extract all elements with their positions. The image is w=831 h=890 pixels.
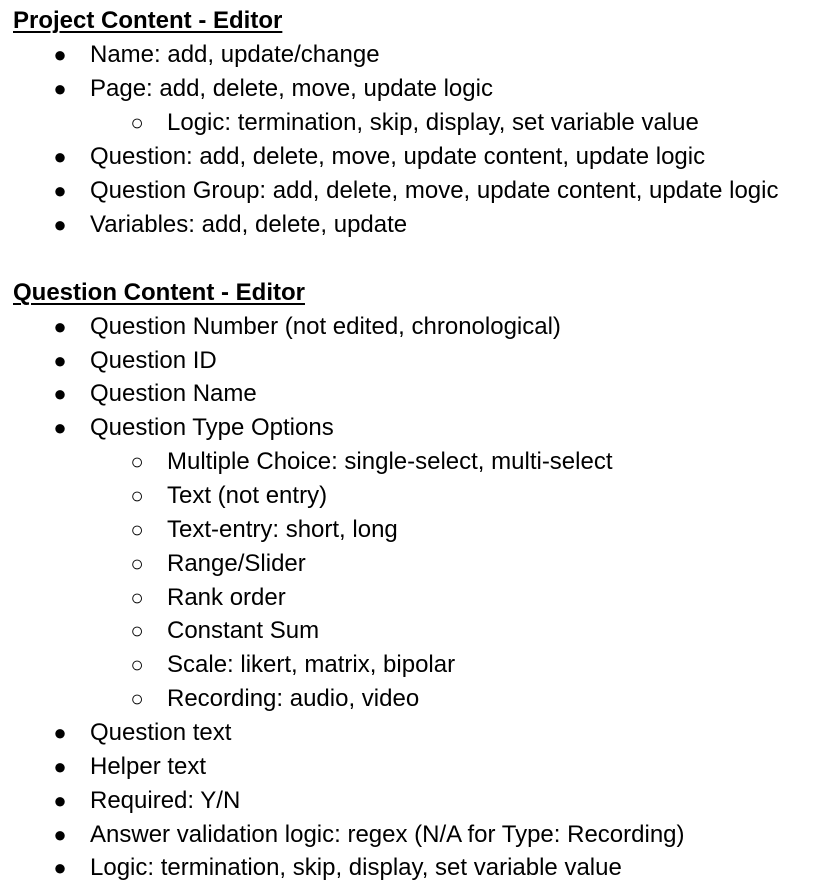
list-item xyxy=(0,682,831,716)
filled-bullet-icon: ● xyxy=(53,720,67,745)
hollow-bullet-icon: ○ xyxy=(130,110,144,135)
list-item-text: Constant Sum xyxy=(167,617,320,644)
list-item-text: Question Name xyxy=(90,380,257,407)
filled-bullet-icon: ● xyxy=(53,314,67,339)
list-item xyxy=(0,750,831,784)
list-item-text: Question ID xyxy=(90,347,217,374)
filled-bullet-icon: ● xyxy=(53,855,67,880)
list-item xyxy=(0,818,831,852)
list-item-text: Name: add, update/change xyxy=(90,41,380,68)
list-item xyxy=(0,445,831,479)
list-item-text: Question Type Options xyxy=(90,414,334,441)
list-item xyxy=(0,377,831,411)
list-item-text: Question Number (not edited, chronological) xyxy=(90,313,561,340)
filled-bullet-icon: ● xyxy=(53,42,67,67)
list-item xyxy=(0,648,831,682)
filled-bullet-icon: ● xyxy=(53,415,67,440)
filled-bullet-icon: ● xyxy=(53,381,67,406)
list-item-text: Range/Slider xyxy=(167,550,306,577)
list-item xyxy=(0,140,831,174)
hollow-bullet-icon: ○ xyxy=(130,517,144,542)
list-item-text: Rank order xyxy=(167,584,286,611)
list-item-text: Recording: audio, video xyxy=(167,685,420,712)
list-item xyxy=(0,38,831,72)
list-item-text: Question: add, delete, move, update content, update logic xyxy=(90,143,706,170)
filled-bullet-icon: ● xyxy=(53,348,67,373)
list-item-text: Multiple Choice: single-select, multi-select xyxy=(167,448,613,475)
list-item-text: Scale: likert, matrix, bipolar xyxy=(167,651,456,678)
list-item xyxy=(0,784,831,818)
hollow-bullet-icon: ○ xyxy=(130,449,144,474)
list-item-text: Variables: add, delete, update xyxy=(90,211,408,238)
list-item xyxy=(0,614,831,648)
list-item-text: Logic: termination, skip, display, set variable value xyxy=(90,854,622,881)
hollow-bullet-icon: ○ xyxy=(130,618,144,643)
list-item xyxy=(0,716,831,750)
list-item xyxy=(0,479,831,513)
list-item xyxy=(0,411,831,445)
filled-bullet-icon: ● xyxy=(53,822,67,847)
list-item-text: Logic: termination, skip, display, set variable value xyxy=(167,109,699,136)
list-item-text: Question text xyxy=(90,719,232,746)
list-item xyxy=(0,310,831,344)
list-item-text: Text (not entry) xyxy=(167,482,328,509)
hollow-bullet-icon: ○ xyxy=(130,686,144,711)
list-item xyxy=(0,851,831,885)
filled-bullet-icon: ● xyxy=(53,76,67,101)
list-item xyxy=(0,344,831,378)
filled-bullet-icon: ● xyxy=(53,754,67,779)
list-item xyxy=(0,547,831,581)
section-heading-question-content: Question Content - Editor xyxy=(13,279,305,306)
filled-bullet-icon: ● xyxy=(53,144,67,169)
list-item-text: Page: add, delete, move, update logic xyxy=(90,75,493,102)
list-item-text: Answer validation logic: regex (N/A for Type: Recording) xyxy=(90,821,685,848)
hollow-bullet-icon: ○ xyxy=(130,652,144,677)
hollow-bullet-icon: ○ xyxy=(130,483,144,508)
filled-bullet-icon: ● xyxy=(53,788,67,813)
hollow-bullet-icon: ○ xyxy=(130,585,144,610)
list-item xyxy=(0,208,831,242)
list-item xyxy=(0,72,831,106)
list-item-text: Question Group: add, delete, move, update content, update logic xyxy=(90,177,779,204)
list-item xyxy=(0,513,831,547)
list-item-text: Required: Y/N xyxy=(90,787,241,814)
filled-bullet-icon: ● xyxy=(53,178,67,203)
list-item-text: Text-entry: short, long xyxy=(167,516,398,543)
list-item xyxy=(0,174,831,208)
filled-bullet-icon: ● xyxy=(53,212,67,237)
list-item xyxy=(0,581,831,615)
list-item xyxy=(0,106,831,140)
section-heading-project-content: Project Content - Editor xyxy=(13,7,283,34)
hollow-bullet-icon: ○ xyxy=(130,551,144,576)
list-item-text: Helper text xyxy=(90,753,207,780)
